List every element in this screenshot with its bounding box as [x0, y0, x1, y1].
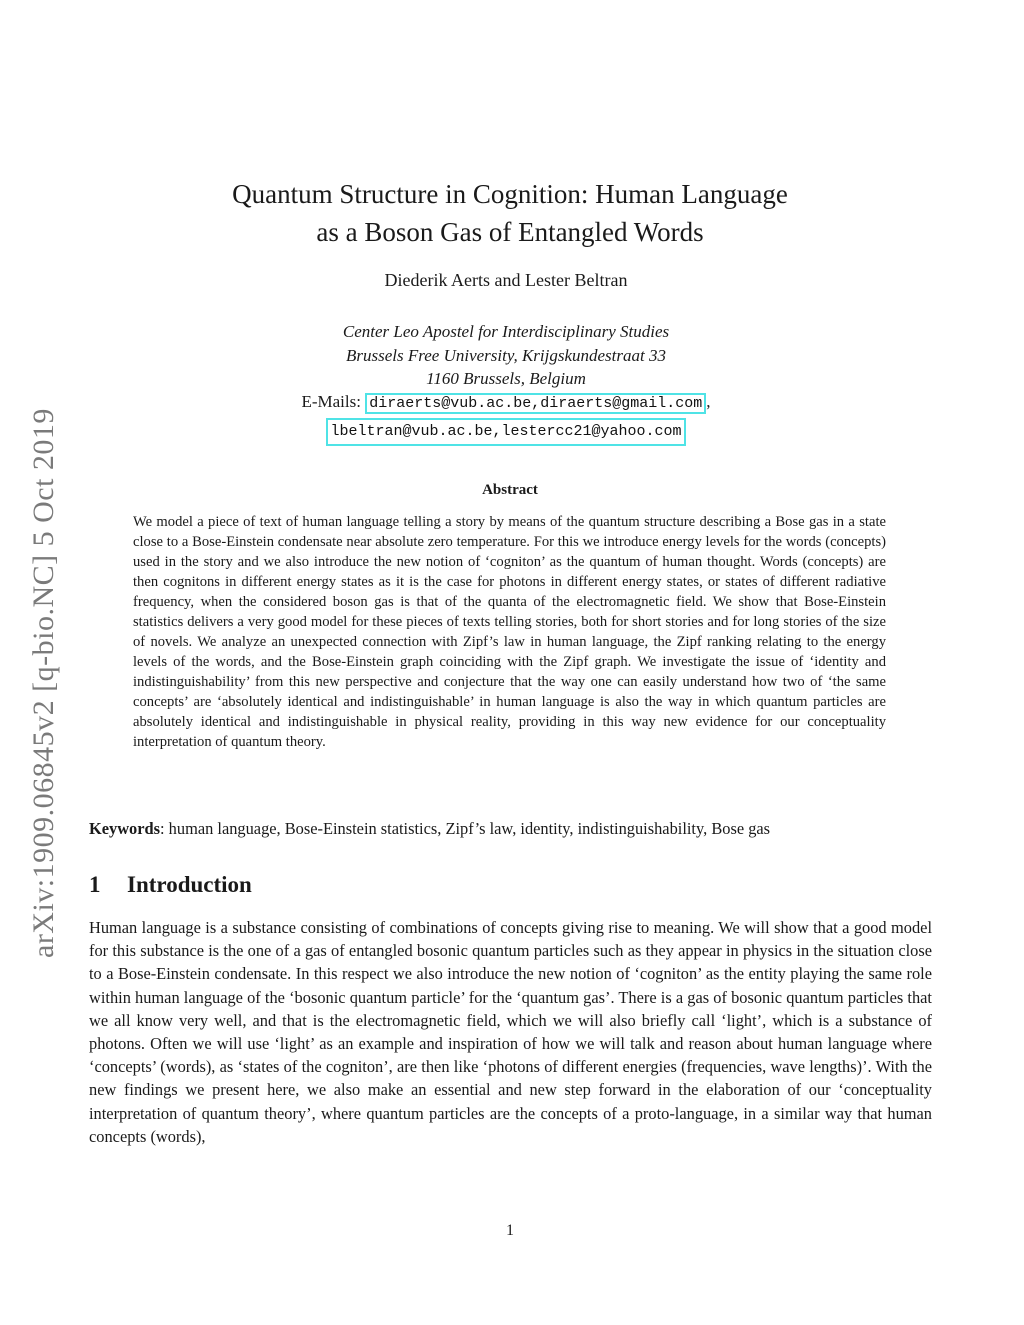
title-line-1: Quantum Structure in Cognition: Human Language	[232, 179, 788, 209]
affiliation	[150, 320, 862, 391]
abstract-heading: Abstract	[482, 482, 538, 498]
introduction-paragraph: Human language is a substance consisting of combinations of concepts giving rise to meaning. We will show that a good model for this substance is the one of a gas of entangled bosonic quantum particles such as they appear in physics in the situation close to a Bose-Einstein condensate. In this respect we also introduce the new notion of ‘cogniton’ as the entity playing the same role within human language of the ‘bosonic quantum particle’ for the ‘quantum gas’. There is a gas of bosonic quantum particles that we all know very well, and that is the electromagnetic field, which we will also briefly call ‘light’, which is a substance of photons. Often we will use ‘light’ as an example and inspiration of how we will talk and reason about human language where ‘concepts’ (words), as ‘states of the cogniton’, are then like ‘photons of different energies (frequencies, wave lengths)’. With the new findings we present here, we also make an essential and new step forward in the elaboration of our ‘conceptuality interpretation of quantum theory’, where quantum particles are the concepts of a proto-language, in a similar way that human concepts (words),	[89, 918, 932, 1146]
affiliation-line-2: Brussels Free University, Krijgskundestraat 33	[346, 345, 666, 365]
email-link-1[interactable]: diraerts@vub.ac.be,diraerts@gmail.com	[365, 393, 706, 414]
page-number: 1	[506, 1222, 514, 1239]
section-number: 1	[89, 872, 101, 897]
affiliation-line-3: 1160 Brussels, Belgium	[426, 369, 586, 388]
email-line-1	[150, 390, 862, 416]
arxiv-identifier[interactable]: arXiv:1909.06845v2 [q-bio.NC] 5 Oct 2019	[27, 408, 60, 958]
abstract-text: We model a piece of text of human language telling a story by means of the quantum structure describing a Bose gas in a state close to a Bose-Einstein condensate near absolute zero temperature. For this we introduce energy levels for the words (concepts) used in the story and we also introduce the new notion of ‘cogniton’ as the quantum of human thought. Words (concepts) are then cognitons in different energy states as it is the case for photons in different energy states, or states of different radiative frequency, when the considered boson gas is that of the quanta of the electromagnetic field. We show that Bose-Einstein statistics delivers a very good model for these pieces of texts telling stories, both for short stories and for long stories of the size of novels. We analyze an unexpected connection with Zipf’s law in human language, the Zipf ranking relating to the energy levels of the words, and the Bose-Einstein graph coinciding with the Zipf graph. We investigate the issue of ‘identity and indistinguishability’ from this new perspective and conjecture that the way one can easily understand how two of ‘the same concepts’ are ‘absolutely identical and indistinguishable’ in human language is also the way in which quantum particles are absolutely identical and indistinguishable in physical reality, providing in this way new evidence for our conceptuality interpretation of quantum theory.	[133, 514, 886, 750]
section-title: Introduction	[127, 872, 252, 897]
email-block	[150, 390, 862, 446]
paper-title	[150, 175, 870, 251]
email-label: E-Mails:	[301, 392, 366, 411]
author-list: Diederik Aerts and Lester Beltran	[384, 270, 628, 290]
section-heading	[89, 870, 252, 900]
email-separator: ,	[706, 392, 711, 411]
keywords-line	[89, 818, 934, 840]
email-line-2	[150, 416, 862, 446]
keywords-label: Keywords	[89, 819, 161, 838]
affiliation-line-1: Center Leo Apostel for Interdisciplinary Studies	[342, 322, 670, 341]
email-link-2[interactable]: lbeltran@vub.ac.be,lestercc21@yahoo.com	[326, 418, 685, 446]
keywords-text: : human language, Bose-Einstein statistics, Zipf’s law, identity, indistinguishability, Bose gas	[160, 819, 771, 838]
title-line-2: as a Boson Gas of Entangled Words	[316, 217, 704, 247]
